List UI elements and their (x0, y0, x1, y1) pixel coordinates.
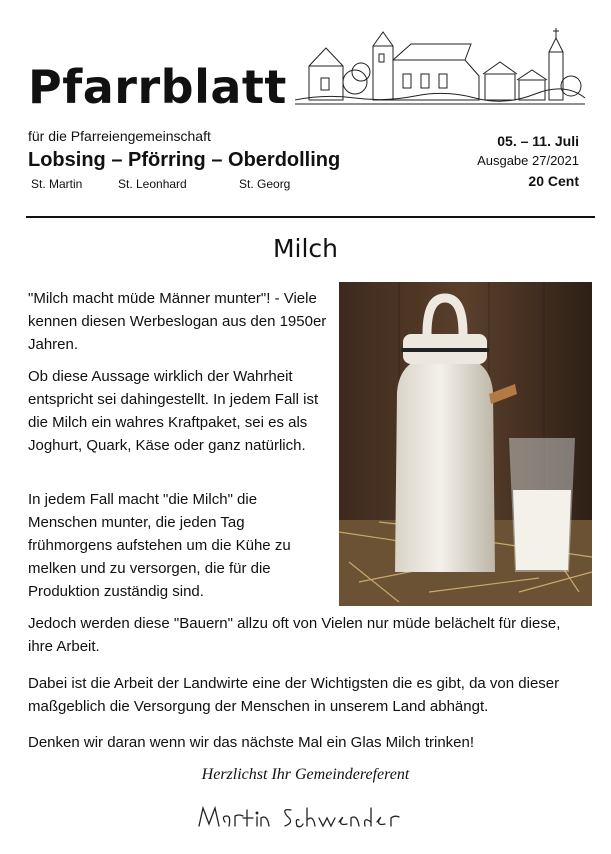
saint-label: St. Martin (31, 177, 83, 191)
milk-can-photo (339, 282, 592, 606)
parish-names: Lobsing – Pförring – Oberdolling (28, 149, 341, 171)
paragraph: Jedoch werden diese "Bauern" allzu oft von Vielen nur müde belächelt für diese, ihre Arbeit. (28, 615, 561, 655)
paragraph: Denken wir daran wenn wir das nächste Mal ein Glas Milch trinken! (28, 734, 475, 751)
date-range: 05. – 11. Juli (497, 133, 579, 149)
article-heading: Milch (272, 234, 339, 263)
saint-label: St. Leonhard (118, 177, 187, 191)
price: 20 Cent (528, 173, 579, 189)
paragraph: In jedem Fall macht "die Milch" die Menschen munter, die jeden Tag frühmorgens aufstehen um die Kühe zu melken und zu versorgen, die für die Produktion zuständig sind. (28, 491, 291, 600)
paragraph: Ob diese Aussage wirklich der Wahrheit entspricht sei dahingestellt. In jedem Fall ist die Milch ein wahres Kraftpaket, sei es als Joghurt, Quark, Käse oder ganz natürlich. (28, 368, 319, 454)
header-divider (26, 216, 595, 218)
church-drawing-icon (295, 24, 585, 108)
paragraph: Dabei ist die Arbeit der Landwirte eine der Wichtigsten die es gibt, da von dieser maßgeblich die Versorgung der Menschen in unserem Land abhängt. (28, 675, 560, 715)
issue-number: Ausgabe 27/2021 (477, 153, 579, 168)
subtitle: für die Pfarreiengemeinschaft (28, 128, 211, 144)
saint-label: St. Georg (239, 177, 291, 191)
page-title: Pfarrblatt (28, 60, 287, 114)
signature (195, 796, 415, 836)
paragraph: "Milch macht müde Männer munter"! - Viele kennen diesen Werbeslogan aus den 1950er Jahren. (28, 290, 327, 353)
closing-line: Herzlichst Ihr Gemeindereferent (201, 766, 410, 783)
